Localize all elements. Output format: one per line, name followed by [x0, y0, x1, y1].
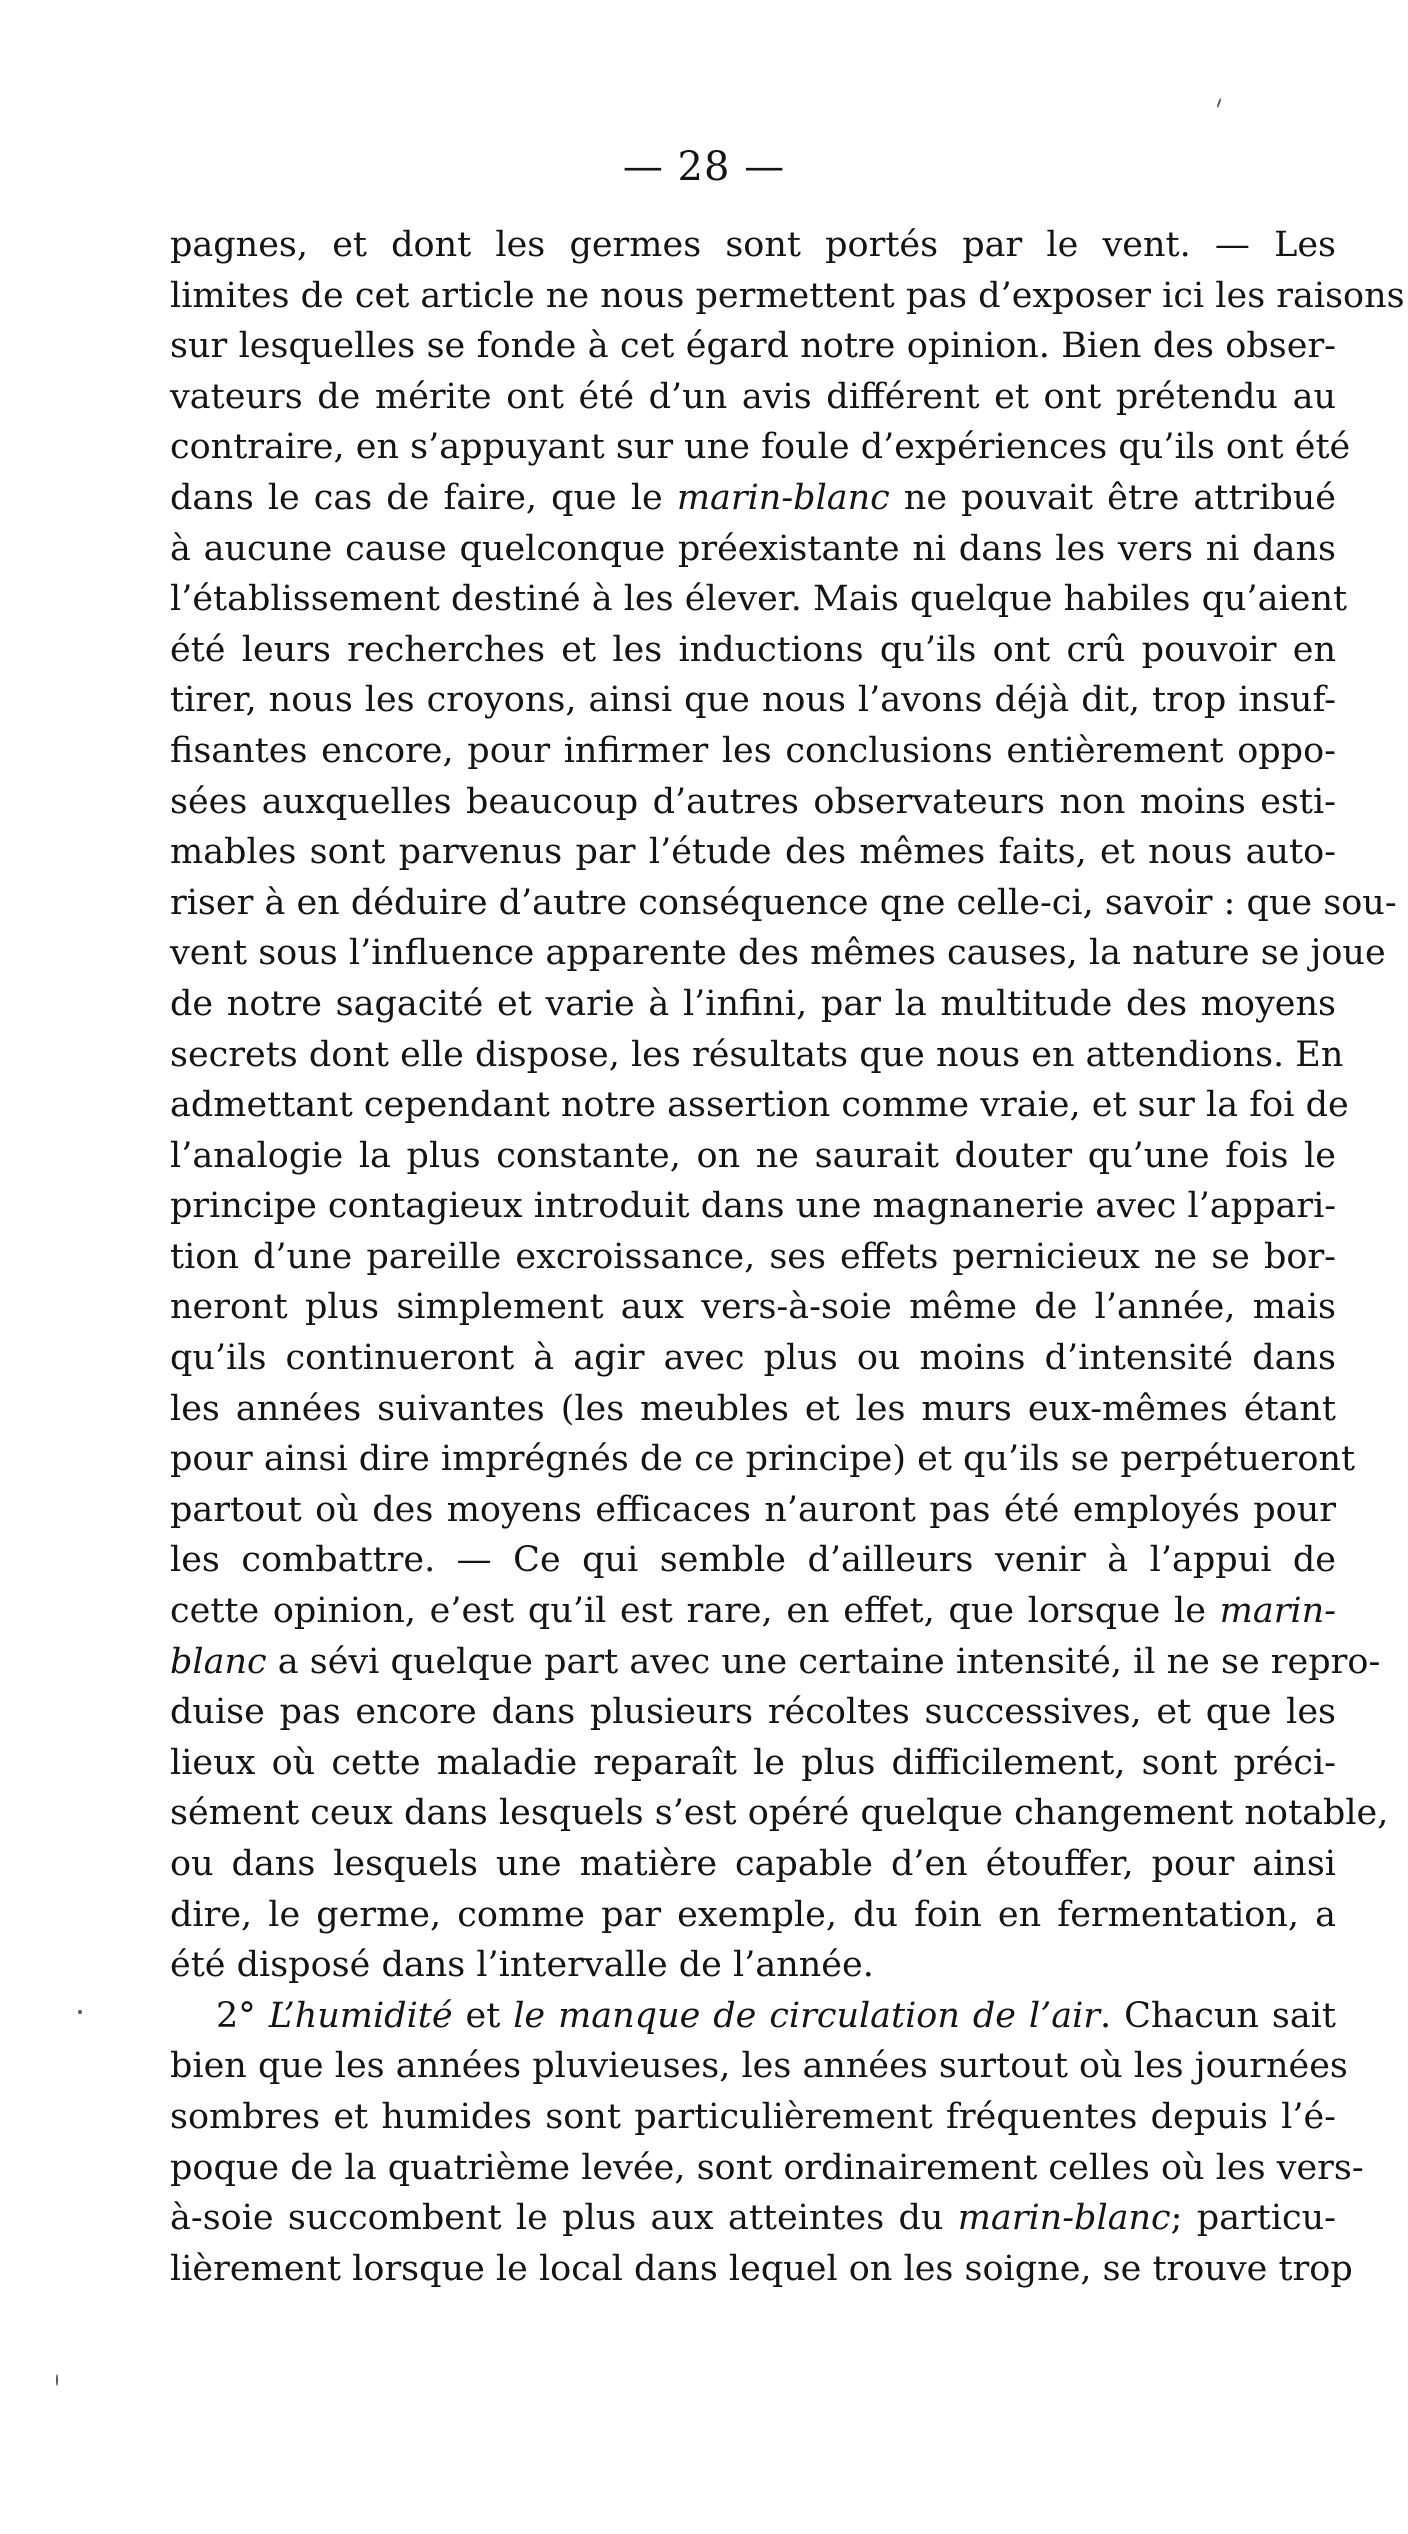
text-line — [170, 1940, 1336, 1991]
text-line — [170, 1788, 1389, 1839]
line-text: ne pouvait être attribué — [889, 477, 1336, 518]
text-line — [170, 1282, 1336, 1333]
line-text: les années suivantes (les meubles et les murs eux-mêmes étant — [170, 1388, 1336, 1429]
text-line — [170, 1181, 1336, 1232]
text-line — [170, 1890, 1336, 1941]
italic-text: marin-blanc — [676, 477, 890, 518]
line-text: été disposé dans l’intervalle de l’année. — [170, 1945, 874, 1986]
line-text: de notre sagacité et varie à l’infini, par la multitude des moyens — [170, 983, 1336, 1024]
text-line — [170, 372, 1336, 423]
text-line — [170, 625, 1336, 676]
line-text: vent sous l’influence apparente des mêmes causes, la nature se joue — [170, 933, 1386, 974]
line-text: ; particu- — [1170, 2198, 1336, 2239]
line-text: secrets dont elle dispose, les résultats que nous en attendions. En — [170, 1034, 1344, 1075]
italic-text: marin-blanc — [957, 2198, 1171, 2239]
line-text: neront plus simplement aux vers-à-soie même de l’année, mais — [170, 1287, 1336, 1328]
text-line — [170, 777, 1336, 828]
line-text: sur lesquelles se fonde à cet égard notre opinion. Bien des obser- — [170, 326, 1336, 367]
text-line — [170, 1131, 1336, 1182]
line-text: limites de cet article ne nous permettent pas d’exposer ici les raisons — [170, 275, 1405, 316]
text-line — [170, 1434, 1356, 1485]
line-text: cette opinion, e’est qu’il est rare, en effet, que lorsque le — [170, 1591, 1220, 1632]
scan-speck — [1216, 98, 1221, 108]
text-line — [170, 321, 1336, 372]
line-text: sément ceux dans lesquels s’est opéré quelque changement notable, — [170, 1793, 1389, 1834]
line-text: fisantes encore, pour infirmer les conclusions entièrement oppo- — [170, 730, 1336, 771]
text-line — [170, 574, 1348, 625]
text-line — [170, 422, 1351, 473]
text-line — [170, 2143, 1364, 2194]
italic-text: le manque de circulation de l’air — [513, 1995, 1101, 2036]
text-line — [170, 1586, 1336, 1637]
line-text: pagnes, et dont les germes sont portés par le vent. — Les — [170, 225, 1336, 265]
text-line — [170, 1030, 1344, 1081]
italic-text: L’humidité — [268, 1995, 453, 2036]
line-text: l’analogie la plus constante, on ne saurait douter qu’une fois le — [170, 1135, 1336, 1176]
text-line — [170, 827, 1336, 878]
line-text: mables sont parvenus par l’étude des mêmes faits, et nous auto- — [170, 832, 1336, 873]
line-text: pour ainsi dire imprégnés de ce principe) et qu’ils se perpétueront — [170, 1439, 1356, 1480]
scan-speck — [56, 2374, 58, 2386]
text-line — [170, 2041, 1348, 2092]
text-line — [170, 1384, 1336, 1435]
line-text: l’établissement destiné à les élever. Mais quelque habiles qu’aient — [170, 579, 1348, 620]
text-line — [170, 1687, 1336, 1738]
line-text: duise pas encore dans plusieurs récoltes successives, et que les — [170, 1692, 1336, 1733]
text-line — [170, 1333, 1336, 1384]
text-line — [170, 524, 1336, 575]
page-number: — 28 — — [622, 144, 786, 190]
text-line — [170, 1991, 1336, 2042]
line-text: lièrement lorsque le local dans lequel on les soigne, se trouve trop — [170, 2248, 1353, 2289]
text-line — [170, 979, 1336, 1030]
line-text: tion d’une pareille excroissance, ses effets pernicieux ne se bor- — [170, 1236, 1336, 1277]
text-line — [170, 271, 1405, 322]
italic-text: marin- — [1219, 1591, 1336, 1632]
line-text: dire, le germe, comme par exemple, du foin en fermentation, a — [170, 1894, 1336, 1935]
line-text: sombres et humides sont particulièrement fréquentes depuis l’é- — [170, 2096, 1336, 2137]
line-text: les combattre. — Ce qui semble d’ailleurs venir à l’appui de — [170, 1540, 1336, 1581]
line-text: partout où des moyens efficaces n’auront pas été employés pour — [170, 1489, 1336, 1530]
line-text: qu’ils continueront à agir avec plus ou moins d’intensité dans — [170, 1338, 1336, 1379]
text-line — [170, 1485, 1336, 1536]
text-line — [170, 2244, 1353, 2295]
text-line — [170, 473, 1336, 524]
line-text: . Chacun sait — [1100, 1995, 1336, 2036]
line-text: bien que les années pluvieuses, les années surtout où les journées — [170, 2046, 1348, 2087]
line-text: sées auxquelles beaucoup d’autres observateurs non moins esti- — [170, 781, 1336, 822]
text-line — [170, 1738, 1336, 1789]
line-text: été leurs recherches et les inductions qu’ils ont crû pouvoir en — [170, 629, 1336, 670]
text-line — [170, 1232, 1336, 1283]
line-text: tirer, nous les croyons, ainsi que nous l’avons déjà dit, trop insuf- — [170, 680, 1336, 721]
scan-speck — [78, 2010, 82, 2014]
italic-text: blanc — [170, 1641, 267, 1682]
text-line — [170, 1839, 1336, 1890]
line-text: admettant cependant notre assertion comme vraie, et sur la foi de — [170, 1085, 1349, 1126]
text-line — [170, 2092, 1336, 2143]
line-text: à aucune cause quelconque préexistante ni dans les vers ni dans — [170, 528, 1336, 569]
text-line — [170, 1080, 1349, 1131]
line-text: dans le cas de faire, que le — [170, 477, 677, 518]
text-line — [170, 1535, 1336, 1586]
line-text: poque de la quatrième levée, sont ordinairement celles où les vers- — [170, 2147, 1364, 2188]
line-text: contraire, en s’appuyant sur une foule d’expériences qu’ils ont été — [170, 427, 1351, 468]
text-line — [170, 726, 1336, 777]
text-line — [170, 928, 1386, 979]
line-text: vateurs de mérite ont été d’un avis différent et ont prétendu au — [170, 376, 1336, 417]
text-line — [170, 220, 1336, 271]
body-text — [170, 220, 1405, 2294]
text-line — [170, 2193, 1336, 2244]
line-text: a sévi quelque part avec une certaine intensité, il ne se repro- — [266, 1641, 1381, 1682]
line-text: 2° — [216, 1995, 269, 2036]
text-line — [170, 675, 1336, 726]
line-text: principe contagieux introduit dans une magnanerie avec l’appari- — [170, 1186, 1337, 1227]
text-line — [170, 878, 1397, 929]
line-text: à-soie succombent le plus aux atteintes du — [170, 2198, 958, 2239]
text-line — [170, 1637, 1381, 1688]
line-text: ou dans lesquels une matière capable d’en étouffer, pour ainsi — [170, 1844, 1336, 1884]
line-text: riser à en déduire d’autre conséquence qne celle-ci, savoir : que sou- — [170, 882, 1397, 923]
line-text: et — [452, 1995, 514, 2036]
line-text: lieux où cette maladie reparaît le plus difficilement, sont préci- — [170, 1742, 1336, 1783]
